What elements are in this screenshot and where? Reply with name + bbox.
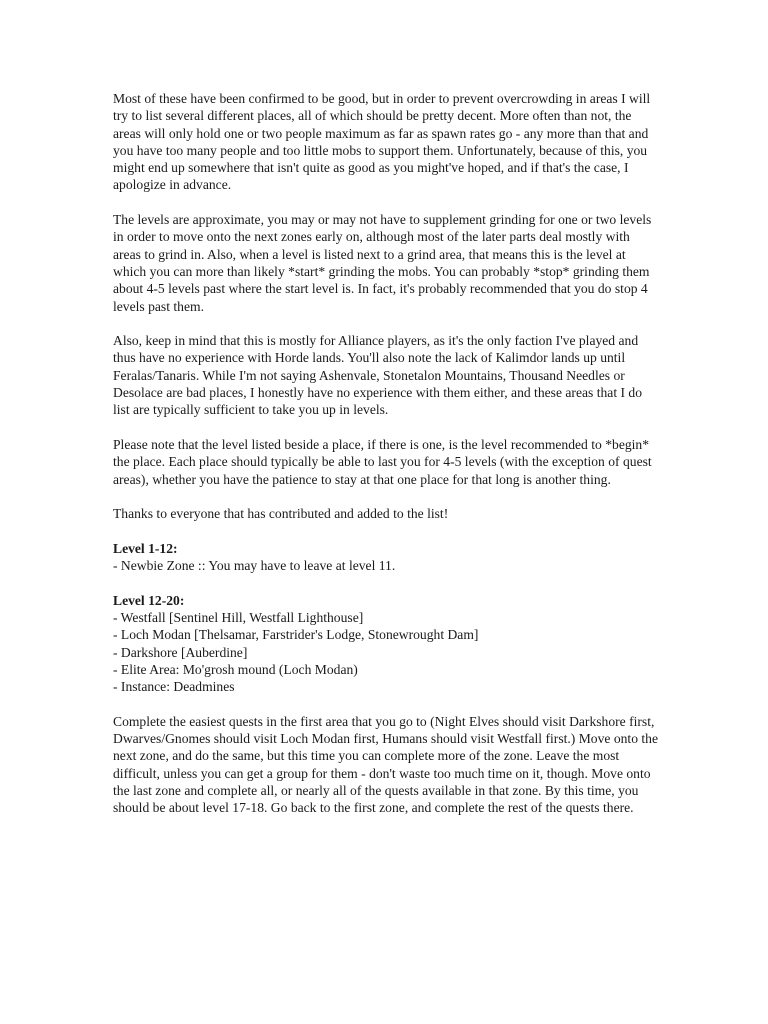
- level-section-12-20: [113, 592, 661, 696]
- zone-list: [113, 609, 661, 695]
- intro-paragraph: Please note that the level listed beside a place, if there is one, is the level recommended to *begin* the place. Each place should typically be able to last you for 4-5 levels (with the exception of quest areas), whether you have the patience to stay at that one place for that long is another thing.: [113, 436, 652, 487]
- list-item: - Loch Modan [Thelsamar, Farstrider's Lodge, Stonewrought Dam]: [113, 627, 479, 643]
- list-item: - Newbie Zone :: You may have to leave at level 11.: [113, 558, 396, 574]
- intro-paragraph: The levels are approximate, you may or may not have to supplement grinding for one or two levels in order to move onto the next zones early on, although most of the later parts deal mostly with areas to grind in. Also, when a level is listed next to a grind area, that means this is the level at which you can more than likely *start* grinding the mobs. You can probably *stop* grinding them about 4-5 levels past where the start level is. In fact, it's probably recommended that you do stop 4 levels past them.: [113, 212, 652, 314]
- list-item: - Darkshore [Auberdine]: [113, 644, 248, 660]
- intro-paragraph: Thanks to everyone that has contributed and added to the list!: [113, 506, 449, 522]
- level-section-1-12: [113, 540, 661, 575]
- section-heading: Level 12-20:: [113, 592, 185, 608]
- intro-paragraph: Most of these have been confirmed to be good, but in order to prevent overcrowding in areas I will try to list several different places, all of which should be pretty decent. More often than not, the areas will only hold one or two people maximum as far as spawn rates go - any more than that and you have too many people and too little mobs to support them. Unfortunately, because of this, you might end up somewhere that isn't quite as good as you might've hoped, and if that's the case, I apologize in advance.: [113, 91, 651, 193]
- intro-paragraph: Also, keep in mind that this is mostly for Alliance players, as it's the only faction I've played and thus have no experience with Horde lands. You'll also note the lack of Kalimdor lands up until Feralas/Tanaris. While I'm not saying Ashenvale, Stonetalon Mountains, Thousand Needles or Desolace are bad places, I honestly have no experience with them either, and these areas that I do list are typically sufficient to take you up in levels.: [113, 333, 643, 418]
- zone-list: [113, 557, 661, 574]
- document-page: [113, 90, 661, 834]
- list-item: - Westfall [Sentinel Hill, Westfall Lighthouse]: [113, 609, 364, 625]
- closing-paragraph: Complete the easiest quests in the first area that you go to (Night Elves should visit Darkshore first, Dwarves/Gnomes should visit Loch Modan first, Humans should visit Westfall first.) Move onto the next zone, and do the same, but this time you can complete more of the zone. Leave the most difficult, unless you can get a group for them - don't waste too much time on it, though. Move onto the last zone and complete all, or nearly all of the quests available in that zone. By this time, you should be about level 17-18. Go back to the first zone, and complete the rest of the quests there.: [113, 713, 658, 816]
- list-item: - Elite Area: Mo'grosh mound (Loch Modan): [113, 661, 358, 677]
- list-item: - Instance: Deadmines: [113, 679, 235, 695]
- section-heading: Level 1-12:: [113, 540, 178, 556]
